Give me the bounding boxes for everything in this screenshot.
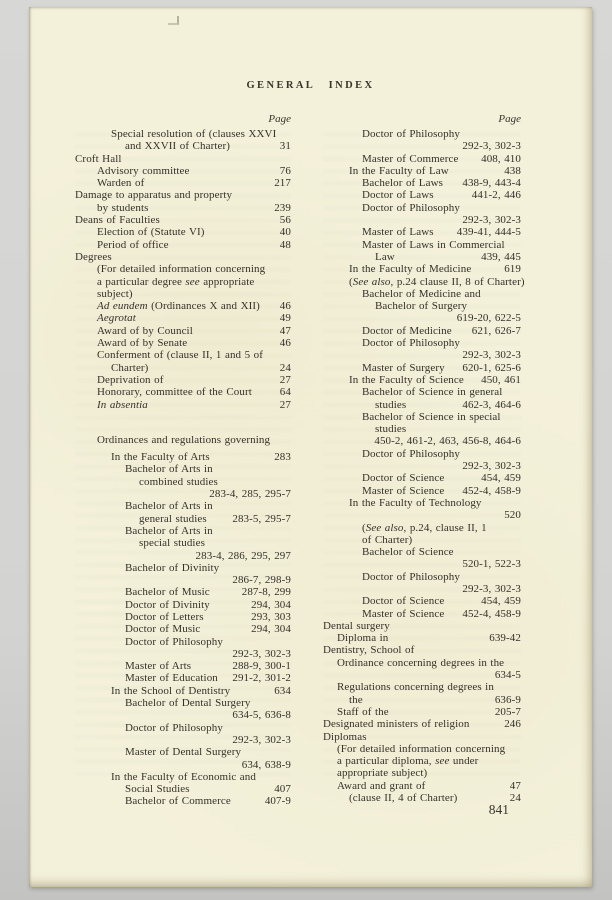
- index-row: [75, 189, 291, 201]
- index-entry-page-number: 288-9, 300-1: [232, 660, 291, 673]
- index-row: [75, 276, 291, 288]
- index-entry-text: Dental surgery: [323, 619, 390, 632]
- index-entry-page-number: 452-4, 458-9: [462, 484, 521, 497]
- index-row: [75, 771, 291, 783]
- index-entry-page-number: 634-5: [494, 669, 521, 682]
- index-row: [323, 325, 521, 337]
- index-row: [323, 767, 521, 779]
- index-entry-page-number: 438-9, 443-4: [462, 177, 521, 190]
- index-row: [75, 362, 291, 374]
- index-row: [323, 435, 521, 447]
- index-entry-text: Bachelor of Commerce: [125, 795, 231, 808]
- index-row: [323, 632, 521, 644]
- index-entry-page-number: 47: [279, 324, 291, 337]
- index-row: [323, 312, 521, 324]
- index-entry-text: In the Faculty of Law: [349, 164, 449, 177]
- index-entry-page-number: 24: [279, 361, 291, 374]
- index-entry-text: (See also, p.24, clause II, 1: [362, 521, 487, 534]
- index-row: [75, 337, 291, 349]
- index-entry-text: Advisory committee: [97, 164, 190, 177]
- index-entry-page-number: 408, 410: [481, 152, 521, 165]
- index-entry-text: Bachelor of Surgery: [375, 300, 468, 313]
- index-row: [75, 300, 291, 312]
- index-row: [75, 399, 291, 411]
- index-row: [75, 513, 291, 525]
- index-entry-text: Honorary, committee of the Court: [97, 386, 252, 399]
- index-row: [75, 288, 291, 300]
- index-entry-page-number: 620-1, 625-6: [462, 361, 521, 374]
- index-entry-text: In the School of Dentistry: [111, 684, 231, 697]
- index-entry-page-number: 205-7: [494, 705, 521, 718]
- index-row: [323, 755, 521, 767]
- index-row: [323, 460, 521, 472]
- index-entry-text: Aegrotat: [97, 312, 136, 325]
- index-entry-text: Degrees: [75, 250, 112, 263]
- index-row: [323, 694, 521, 706]
- index-row: [323, 386, 521, 398]
- index-entry-page-number: 286-7, 298-9: [232, 574, 291, 587]
- index-entry-text: general studies: [139, 512, 207, 525]
- index-entry-text: Charter): [111, 361, 149, 374]
- index-entry-text: Doctor of Science: [362, 595, 445, 608]
- index-entry-text: of Charter): [362, 533, 413, 546]
- index-entry-text: combined studies: [139, 475, 218, 488]
- index-row: [75, 434, 291, 446]
- index-entry-text: Staff of the: [337, 705, 389, 718]
- index-entry-text: Doctor of Philosophy: [125, 721, 223, 734]
- index-entry-text: Doctor of Science: [362, 472, 445, 485]
- index-row: [323, 153, 521, 165]
- index-entry-page-number: 292-3, 302-3: [232, 733, 291, 746]
- index-entry-page-number: 246: [504, 718, 521, 731]
- index-row: [75, 177, 291, 189]
- index-entry-text: Bachelor of Arts in: [125, 500, 213, 513]
- index-entry-text: a particular degree see appropriate: [97, 275, 255, 288]
- index-row: [323, 583, 521, 595]
- index-row: [323, 140, 521, 152]
- index-entry-text: by students: [97, 201, 149, 214]
- index-row: [323, 669, 521, 681]
- index-column-left: [75, 128, 291, 808]
- index-entry-page-number: 292-3, 302-3: [232, 647, 291, 660]
- index-row: [323, 558, 521, 570]
- index-row: [75, 349, 291, 361]
- index-entry-page-number: 239: [274, 201, 291, 214]
- index-entry-text: Ordinances and regulations governing: [97, 433, 271, 446]
- index-row: [323, 177, 521, 189]
- index-entry-text: Special resolution of (clauses XXVI: [111, 128, 277, 140]
- index-row: [75, 746, 291, 758]
- index-row: [75, 611, 291, 623]
- index-entry-page-number: 454, 459: [481, 472, 521, 485]
- index-row: [75, 636, 291, 648]
- index-entry-page-number: 621, 626-7: [471, 324, 521, 337]
- index-entry-text: In the Faculty of Science: [349, 373, 464, 386]
- index-row: [75, 550, 291, 562]
- index-entry-text: special studies: [139, 537, 205, 550]
- index-row: [75, 153, 291, 165]
- index-entry-page-number: 283-4, 285, 295-7: [209, 488, 291, 501]
- index-entry-text: Doctor of Philosophy: [362, 447, 460, 460]
- index-row: [323, 571, 521, 583]
- index-row: [323, 497, 521, 509]
- index-row: [75, 623, 291, 635]
- index-entry-text: Master of Education: [125, 672, 218, 685]
- index-row: [323, 472, 521, 484]
- index-entry-text: (For detailed information concerning: [337, 742, 506, 755]
- index-row: [75, 795, 291, 807]
- index-entry-page-number: 47: [509, 779, 521, 792]
- index-entry-page-number: 634, 638-9: [241, 758, 291, 771]
- index-row: [323, 608, 521, 620]
- index-row: [323, 546, 521, 558]
- index-entry-text: Master of Laws: [362, 226, 434, 239]
- index-entry-page-number: 407-9: [264, 795, 291, 808]
- index-row: [323, 718, 521, 730]
- index-entry-page-number: 292-3, 302-3: [462, 460, 521, 473]
- index-row: [323, 509, 521, 521]
- index-row: [75, 451, 291, 463]
- index-row: [75, 783, 291, 795]
- page-column-header-right: Page: [498, 113, 521, 125]
- index-column-right: [323, 128, 525, 805]
- index-entry-page-number: 438: [504, 164, 521, 177]
- index-entry-page-number: 46: [279, 300, 291, 313]
- index-entry-page-number: 287-8, 299: [241, 586, 291, 599]
- index-entry-text: Bachelor of Science in general: [362, 386, 503, 399]
- index-entry-text: Designated ministers of religion: [323, 718, 470, 731]
- index-entry-text: In the Faculty of Economic and: [111, 770, 256, 783]
- index-row: [75, 660, 291, 672]
- index-row: [323, 226, 521, 238]
- index-entry-page-number: 293, 303: [251, 610, 291, 623]
- index-entry-text: Doctor of Philosophy: [362, 570, 460, 583]
- index-entry-text: Deprivation of: [97, 373, 164, 386]
- index-entry-page-number: 292-3, 302-3: [462, 349, 521, 362]
- index-row: [75, 165, 291, 177]
- index-entry-page-number: 291-2, 301-2: [232, 672, 291, 685]
- index-row: [75, 463, 291, 475]
- index-entry-page-number: 636-9: [494, 693, 521, 706]
- index-row: [75, 648, 291, 660]
- index-entry-text: Election of (Statute VI): [97, 226, 205, 239]
- index-entry-text: Doctor of Philosophy: [125, 635, 223, 648]
- index-row: [75, 374, 291, 386]
- page-column-header-left: Page: [268, 113, 291, 125]
- index-entry-text: Bachelor of Dental Surgery: [125, 697, 251, 710]
- running-head: GENERAL INDEX: [246, 80, 375, 91]
- index-row: [323, 681, 521, 693]
- index-entry-page-number: 454, 459: [481, 595, 521, 608]
- index-entry-text: Bachelor of Divinity: [125, 561, 220, 574]
- index-entry-text: a particular diploma, see under: [337, 755, 479, 768]
- index-entry-text: Damage to apparatus and property: [75, 189, 233, 202]
- index-row: [323, 251, 521, 263]
- index-row: [75, 672, 291, 684]
- index-row: [75, 562, 291, 574]
- index-entry-text: Master of Surgery: [362, 361, 445, 374]
- index-row: [323, 165, 521, 177]
- index-row: [75, 574, 291, 586]
- index-entry-text: Ordinance concerning degrees in the: [337, 656, 505, 669]
- index-entry-text: Regulations concerning degrees in: [337, 681, 494, 694]
- index-row: [323, 399, 521, 411]
- index-entry-text: Bachelor of Science: [362, 546, 454, 559]
- index-entry-text: In the Faculty of Technology: [349, 496, 482, 509]
- index-row: [323, 534, 521, 546]
- index-row: [75, 759, 291, 771]
- index-entry-text: subject): [97, 287, 133, 300]
- index-entry-text: Doctor of Letters: [125, 610, 204, 623]
- index-row: [75, 685, 291, 697]
- index-row: [323, 522, 521, 534]
- index-row: [323, 275, 525, 288]
- index-entry-text: Doctor of Philosophy: [362, 128, 460, 140]
- index-entry-text: (See also, p.24 clause II, 8 of Charter): [349, 275, 525, 288]
- index-entry-page-number: 76: [279, 164, 291, 177]
- index-entry-text: Doctor of Laws: [362, 189, 434, 202]
- index-entry-page-number: 452-4, 458-9: [462, 607, 521, 620]
- index-row: [75, 128, 291, 140]
- index-entry-text: Diploma in: [337, 632, 389, 645]
- index-entry-page-number: 40: [279, 226, 291, 239]
- index-row: [323, 485, 521, 497]
- index-entry-text: Master of Arts: [125, 660, 192, 673]
- index-row: [75, 226, 291, 238]
- index-entry-text: Period of office: [97, 238, 169, 251]
- index-row: [323, 362, 521, 374]
- index-entry-text: Doctor of Divinity: [125, 598, 210, 611]
- index-row: [75, 476, 291, 488]
- index-entry-text: Award of by Senate: [97, 337, 188, 350]
- index-entry-text: the: [349, 693, 363, 706]
- index-row: [323, 374, 521, 386]
- index-row: [75, 709, 291, 721]
- index-row: [323, 202, 521, 214]
- index-entry-text: Deans of Faculties: [75, 214, 160, 227]
- index-entry-page-number: 283-4, 286, 295, 297: [195, 549, 291, 562]
- index-entry-page-number: 27: [279, 373, 291, 386]
- index-row: [75, 239, 291, 251]
- index-entry-text: Bachelor of Music: [125, 586, 210, 599]
- index-row: [323, 300, 521, 312]
- index-entry-page-number: 634: [274, 684, 291, 697]
- index-entry-page-number: 619-20, 622-5: [456, 312, 521, 325]
- index-entry-page-number: 31: [279, 140, 291, 153]
- index-row: [323, 595, 521, 607]
- index-row: [75, 214, 291, 226]
- index-row: [75, 202, 291, 214]
- index-row: [323, 189, 521, 201]
- index-entry-page-number: 283-5, 295-7: [232, 512, 291, 525]
- index-row: [323, 349, 521, 361]
- index-entry-page-number: 24: [509, 792, 521, 805]
- index-entry-text: Bachelor of Arts in: [125, 524, 213, 537]
- index-row: [323, 128, 521, 140]
- index-entry-text: Bachelor of Medicine and: [362, 287, 481, 300]
- index-entry-page-number: 292-3, 302-3: [462, 214, 521, 227]
- index-entry-page-number: 407: [274, 783, 291, 796]
- index-entry-page-number: 48: [279, 238, 291, 251]
- print-artifact-mark: [168, 16, 179, 25]
- index-entry-text: Doctor of Music: [125, 623, 201, 636]
- index-row: [323, 731, 521, 743]
- index-entry-page-number: 64: [279, 386, 291, 399]
- index-row: [75, 537, 291, 549]
- index-entry-text: Master of Science: [362, 484, 445, 497]
- index-row: [323, 657, 521, 669]
- index-row: [323, 411, 521, 423]
- index-entry-page-number: 639-42: [489, 632, 521, 645]
- index-row: [323, 337, 521, 349]
- index-entry-page-number: 49: [279, 312, 291, 325]
- index-entry-text: Doctor of Philosophy: [362, 201, 460, 214]
- index-row: [323, 448, 521, 460]
- index-row: [75, 586, 291, 598]
- index-entry-text: In absentia: [97, 398, 148, 411]
- page-number-folio: 841: [488, 802, 509, 817]
- index-entry-page-number: 619: [504, 263, 521, 276]
- index-entry-page-number: 520: [504, 509, 521, 522]
- index-row: [75, 734, 291, 746]
- index-entry-page-number: 294, 304: [251, 623, 291, 636]
- index-entry-text: Master of Science: [362, 607, 445, 620]
- index-row: [75, 500, 291, 512]
- index-entry-page-number: 292-3, 302-3: [462, 582, 521, 595]
- index-entry-text: appropriate subject): [337, 767, 428, 780]
- index-entry-page-number: 283: [274, 451, 291, 464]
- index-row: [323, 214, 521, 226]
- index-entry-page-number: 292-3, 302-3: [462, 140, 521, 153]
- index-entry-text: Master of Dental Surgery: [125, 746, 242, 759]
- index-row: [323, 263, 521, 275]
- index-entry-text: Warden of: [97, 177, 145, 190]
- index-row: [323, 706, 521, 718]
- index-row: [75, 697, 291, 709]
- index-entry-text: Doctor of Medicine: [362, 324, 452, 337]
- index-row: [323, 288, 521, 300]
- index-row: [75, 325, 291, 337]
- index-entry-text: (For detailed information concerning: [97, 263, 266, 276]
- index-row: [75, 488, 291, 500]
- book-page: [29, 7, 592, 887]
- index-row: [323, 239, 521, 251]
- index-row: [75, 140, 291, 152]
- index-entry-text: Bachelor of Science in special: [362, 410, 501, 423]
- index-entry-page-number: 450, 461: [481, 373, 521, 386]
- index-entry-text: Social Studies: [125, 783, 190, 796]
- index-entry-text: Law: [375, 250, 395, 263]
- index-entry-text: In the Faculty of Arts: [111, 451, 210, 464]
- index-entry-text: Award and grant of: [337, 779, 426, 792]
- index-entry-page-number: 634-5, 636-8: [232, 709, 291, 722]
- index-entry-text: Bachelor of Arts in: [125, 463, 213, 476]
- index-entry-text: Dentistry, School of: [323, 644, 415, 657]
- index-entry-text: Bachelor of Laws: [362, 177, 443, 190]
- index-entry-text: Croft Hall: [75, 152, 122, 165]
- index-entry-page-number: 46: [279, 337, 291, 350]
- index-entry-page-number: 441-2, 446: [471, 189, 521, 202]
- index-entry-text: Diplomas: [323, 730, 367, 743]
- index-entry-page-number: 439, 445: [481, 250, 521, 263]
- index-entry-page-number: 462-3, 464-6: [462, 398, 521, 411]
- index-row: [323, 743, 521, 755]
- index-row: [75, 386, 291, 398]
- index-entry-text: In the Faculty of Medicine: [349, 263, 472, 276]
- index-entry-text: studies: [375, 398, 407, 411]
- index-entry-text: Ad eundem (Ordinances X and XII): [97, 300, 260, 313]
- index-entry-page-number: 520-1, 522-3: [462, 558, 521, 571]
- index-row: [323, 644, 521, 656]
- index-row: [75, 312, 291, 324]
- index-row: [323, 780, 521, 792]
- index-row: [323, 423, 521, 435]
- index-entry-text: Conferment of (clause II, 1 and 5 of: [97, 349, 264, 362]
- index-entry-text: Award of by Council: [97, 324, 193, 337]
- index-entry-page-number: 27: [279, 398, 291, 411]
- index-entry-page-number: 439-41, 444-5: [456, 226, 521, 239]
- index-entry-text: and XXVII of Charter): [125, 140, 230, 153]
- index-entry-page-number: 217: [274, 177, 291, 190]
- index-row: [323, 620, 521, 632]
- index-entry-page-number: 450-2, 461-2, 463, 456-8, 464-6: [374, 435, 521, 448]
- index-entry-text: Doctor of Philosophy: [362, 337, 460, 350]
- index-row: [75, 525, 291, 537]
- index-entry-text: Master of Laws in Commercial: [362, 238, 505, 251]
- index-row: [75, 263, 291, 275]
- index-entry-text: (clause II, 4 of Charter): [349, 792, 458, 805]
- index-entry-page-number: 294, 304: [251, 598, 291, 611]
- index-entry-page-number: 56: [279, 214, 291, 227]
- index-row: [75, 251, 291, 263]
- index-row: [75, 599, 291, 611]
- index-entry-text: Master of Commerce: [362, 152, 459, 165]
- index-row: [75, 722, 291, 734]
- index-entry-text: studies: [375, 423, 407, 436]
